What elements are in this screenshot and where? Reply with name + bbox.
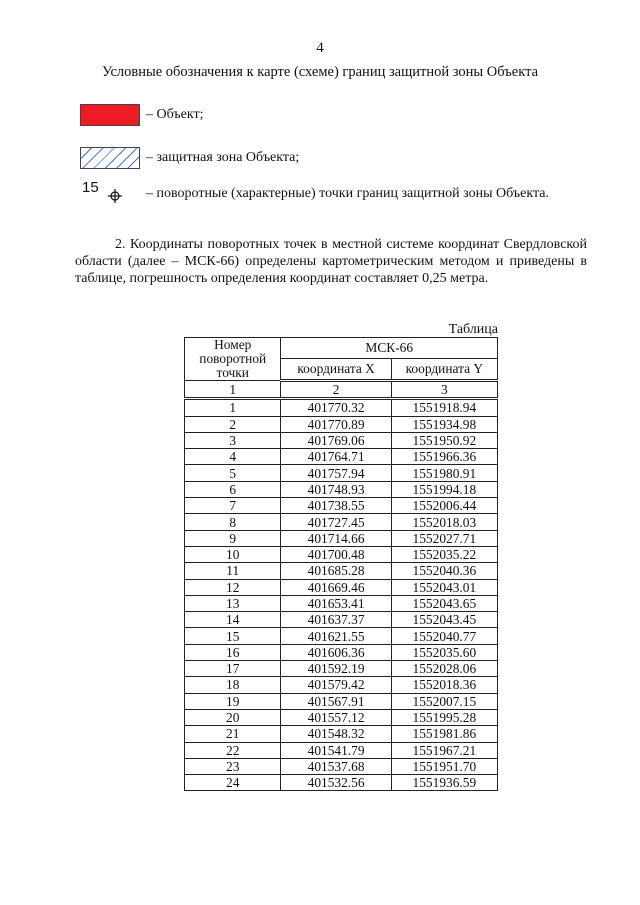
coordinate-x-cell: 401770.89	[281, 416, 391, 432]
point-number-cell: 4	[185, 449, 281, 465]
table-row	[185, 465, 498, 481]
header-coordinate-system: МСК-66	[281, 338, 498, 359]
turning-point-number: 15	[82, 179, 99, 196]
turning-point-symbol	[80, 181, 140, 207]
column-numbering-row	[185, 381, 498, 399]
coordinate-y-cell: 1551966.36	[391, 449, 497, 465]
coordinate-y-cell: 1551994.18	[391, 481, 497, 497]
point-number-cell: 17	[185, 661, 281, 677]
coordinates-table	[184, 337, 498, 791]
point-number-cell: 16	[185, 644, 281, 660]
coordinate-y-cell: 1552043.65	[391, 595, 497, 611]
coordinate-x-cell: 401621.55	[281, 628, 391, 644]
coordinate-y-cell: 1551936.59	[391, 775, 497, 791]
coordinate-x-cell: 401567.91	[281, 693, 391, 709]
header-coordinate-x: координата X	[281, 358, 391, 380]
point-number-cell: 1	[185, 399, 281, 416]
coordinate-x-cell: 401757.94	[281, 465, 391, 481]
table-row	[185, 742, 498, 758]
legend-label-object: – Объект;	[146, 107, 204, 122]
table-row	[185, 563, 498, 579]
coordinate-y-cell: 1551934.98	[391, 416, 497, 432]
table-row	[185, 449, 498, 465]
coordinate-x-cell: 401541.79	[281, 742, 391, 758]
point-number-cell: 15	[185, 628, 281, 644]
column-number: 2	[281, 381, 391, 399]
object-swatch	[80, 104, 140, 126]
legend-label-protection-zone: – защитная зона Объекта;	[146, 150, 300, 165]
legend-label-turning-points: – поворотные (характерные) точки границ защитной зоны Объекта.	[146, 186, 549, 201]
point-number-cell: 24	[185, 775, 281, 791]
legend-item-turning-points	[80, 181, 549, 207]
table-row	[185, 661, 498, 677]
point-number-cell: 19	[185, 693, 281, 709]
coordinate-x-cell: 401669.46	[281, 579, 391, 595]
coordinate-x-cell: 401548.32	[281, 726, 391, 742]
protection-zone-swatch	[80, 147, 140, 169]
legend-item-object	[80, 104, 203, 126]
point-number-cell: 3	[185, 432, 281, 448]
point-number-cell: 2	[185, 416, 281, 432]
column-number: 1	[185, 381, 281, 399]
coordinate-y-cell: 1551918.94	[391, 399, 497, 416]
crosshair-icon	[108, 189, 122, 203]
coordinate-y-cell: 1552006.44	[391, 498, 497, 514]
coordinates-paragraph: 2. Координаты поворотных точек в местной системе координат Свердловской области (далее – МСК-66) определены картометрическим методом и приведены в таблице, погрешность определения координат составляет 0,25 метра.	[75, 237, 587, 286]
coordinate-x-cell: 401557.12	[281, 709, 391, 725]
point-number-cell: 20	[185, 709, 281, 725]
coordinate-x-cell: 401685.28	[281, 563, 391, 579]
coordinate-x-cell: 401738.55	[281, 498, 391, 514]
coordinate-y-cell: 1552040.36	[391, 563, 497, 579]
table-row	[185, 693, 498, 709]
table-caption: Таблица	[448, 322, 498, 337]
coordinate-x-cell: 401764.71	[281, 449, 391, 465]
page-number: 4	[316, 40, 324, 56]
point-number-cell: 22	[185, 742, 281, 758]
point-number-cell: 8	[185, 514, 281, 530]
coordinate-x-cell: 401606.36	[281, 644, 391, 660]
coordinate-x-cell: 401727.45	[281, 514, 391, 530]
table-row	[185, 726, 498, 742]
point-number-cell: 12	[185, 579, 281, 595]
point-number-cell: 18	[185, 677, 281, 693]
coordinate-x-cell: 401769.06	[281, 432, 391, 448]
table-row	[185, 758, 498, 774]
table-row	[185, 579, 498, 595]
table-header-row	[185, 338, 498, 359]
table-row	[185, 677, 498, 693]
coordinate-y-cell: 1552040.77	[391, 628, 497, 644]
header-coordinate-y: координата Y	[391, 358, 497, 380]
table-row	[185, 775, 498, 791]
table-row	[185, 530, 498, 546]
coordinate-y-cell: 1552027.71	[391, 530, 497, 546]
table-row	[185, 644, 498, 660]
point-number-cell: 23	[185, 758, 281, 774]
point-number-cell: 11	[185, 563, 281, 579]
coordinate-y-cell: 1552018.03	[391, 514, 497, 530]
coordinate-x-cell: 401748.93	[281, 481, 391, 497]
table-row	[185, 514, 498, 530]
table-row	[185, 628, 498, 644]
coordinate-y-cell: 1551981.86	[391, 726, 497, 742]
coordinate-y-cell: 1552035.22	[391, 546, 497, 562]
table-row	[185, 481, 498, 497]
coordinate-y-cell: 1551967.21	[391, 742, 497, 758]
table-row	[185, 595, 498, 611]
point-number-cell: 13	[185, 595, 281, 611]
column-number: 3	[391, 381, 497, 399]
coordinate-x-cell: 401592.19	[281, 661, 391, 677]
legend-title: Условные обозначения к карте (схеме) границ защитной зоны Объекта	[101, 64, 539, 80]
table-row	[185, 612, 498, 628]
table-row	[185, 498, 498, 514]
coordinate-y-cell: 1552043.01	[391, 579, 497, 595]
table-row	[185, 416, 498, 432]
table-row	[185, 709, 498, 725]
coordinate-y-cell: 1551950.92	[391, 432, 497, 448]
coordinate-y-cell: 1551980.91	[391, 465, 497, 481]
coordinate-y-cell: 1552028.06	[391, 661, 497, 677]
point-number-cell: 9	[185, 530, 281, 546]
coordinate-x-cell: 401700.48	[281, 546, 391, 562]
coordinate-y-cell: 1552043.45	[391, 612, 497, 628]
point-number-cell: 10	[185, 546, 281, 562]
header-point-number: Номер поворотной точки	[185, 338, 281, 381]
coordinate-x-cell: 401537.68	[281, 758, 391, 774]
coordinate-x-cell: 401637.37	[281, 612, 391, 628]
table-row	[185, 432, 498, 448]
coordinate-y-cell: 1552007.15	[391, 693, 497, 709]
point-number-cell: 21	[185, 726, 281, 742]
point-number-cell: 6	[185, 481, 281, 497]
table-row	[185, 399, 498, 416]
legend-item-protection-zone	[80, 147, 299, 169]
coordinate-x-cell: 401770.32	[281, 399, 391, 416]
point-number-cell: 7	[185, 498, 281, 514]
coordinate-y-cell: 1551995.28	[391, 709, 497, 725]
table-row	[185, 546, 498, 562]
coordinate-y-cell: 1551951.70	[391, 758, 497, 774]
coordinate-x-cell: 401579.42	[281, 677, 391, 693]
coordinate-y-cell: 1552018.36	[391, 677, 497, 693]
coordinate-x-cell: 401653.41	[281, 595, 391, 611]
point-number-cell: 5	[185, 465, 281, 481]
point-number-cell: 14	[185, 612, 281, 628]
coordinate-x-cell: 401714.66	[281, 530, 391, 546]
coordinate-x-cell: 401532.56	[281, 775, 391, 791]
coordinate-y-cell: 1552035.60	[391, 644, 497, 660]
